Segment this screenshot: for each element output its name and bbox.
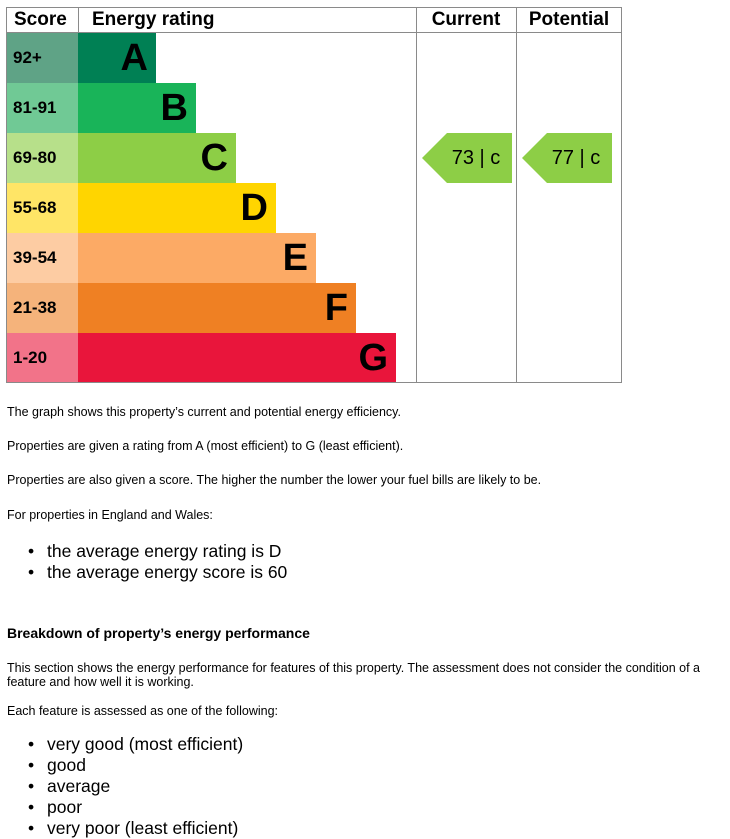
band-bar-f: [78, 283, 356, 333]
band-letter: D: [240, 187, 268, 229]
england-wales-paragraph: For properties in England and Wales:: [7, 508, 213, 522]
list-item: • good: [7, 755, 243, 776]
list-item: • very poor (least efficient): [7, 818, 243, 839]
top-border: [6, 7, 622, 8]
potential-rating-arrow: [522, 133, 612, 183]
band-bar-e: [78, 233, 316, 283]
header-separator: [78, 7, 79, 33]
left-border: [6, 7, 7, 383]
list-item: • poor: [7, 797, 243, 818]
average-list: [7, 541, 287, 583]
breakdown-paragraph: This section shows the energy performance for features of this property. The assessment does not consider the condition of a feature and how well it is working.: [7, 661, 700, 689]
band-letter: G: [358, 337, 388, 379]
band-bar-b: [78, 83, 196, 133]
assessment-paragraph: Each feature is assessed as one of the following:: [7, 704, 278, 718]
band-bar-c: [78, 133, 236, 183]
header-divider: [6, 32, 622, 33]
energy-rating-header: Energy rating: [92, 9, 215, 30]
list-item: • the average energy score is 60: [7, 562, 287, 583]
energy-rating-chart: [6, 7, 622, 383]
rating-paragraph: Properties are given a rating from A (most efficient) to G (least efficient).: [7, 439, 404, 453]
band-letter: C: [200, 137, 228, 179]
band-letter: F: [324, 287, 348, 329]
band-score: 39-54: [6, 233, 78, 283]
band-score: 81-91: [6, 83, 78, 133]
band-letter: A: [120, 37, 148, 79]
band-bar-a: [78, 33, 156, 83]
band-score: 1-20: [6, 333, 78, 383]
breakdown-heading: Breakdown of property’s energy performance: [7, 625, 310, 641]
current-header: Current: [431, 9, 501, 30]
current-rating-value: 73 | c: [451, 147, 501, 169]
potential-header: Potential: [528, 9, 610, 30]
potential-column-border: [516, 7, 517, 383]
score-header: Score: [14, 9, 67, 30]
current-rating-arrow: [422, 133, 512, 183]
band-letter: B: [160, 87, 188, 129]
list-item: • very good (most efficient): [7, 734, 243, 755]
band-bar-d: [78, 183, 276, 233]
band-bar-g: [78, 333, 396, 383]
band-score: 55-68: [6, 183, 78, 233]
bottom-border: [6, 382, 622, 383]
efficiency-scale-list: [7, 734, 243, 839]
band-score: 21-38: [6, 283, 78, 333]
band-letter: E: [282, 237, 308, 279]
list-item: • the average energy rating is D: [7, 541, 287, 562]
list-item: • average: [7, 776, 243, 797]
band-score: 69-80: [6, 133, 78, 183]
current-column-border: [416, 7, 417, 383]
intro-paragraph: The graph shows this property’s current and potential energy efficiency.: [7, 405, 401, 419]
band-score: 92+: [6, 33, 78, 83]
score-paragraph: Properties are also given a score. The higher the number the lower your fuel bills are likely to be.: [7, 473, 542, 487]
right-border: [621, 7, 622, 383]
potential-rating-value: 77 | c: [551, 147, 601, 169]
